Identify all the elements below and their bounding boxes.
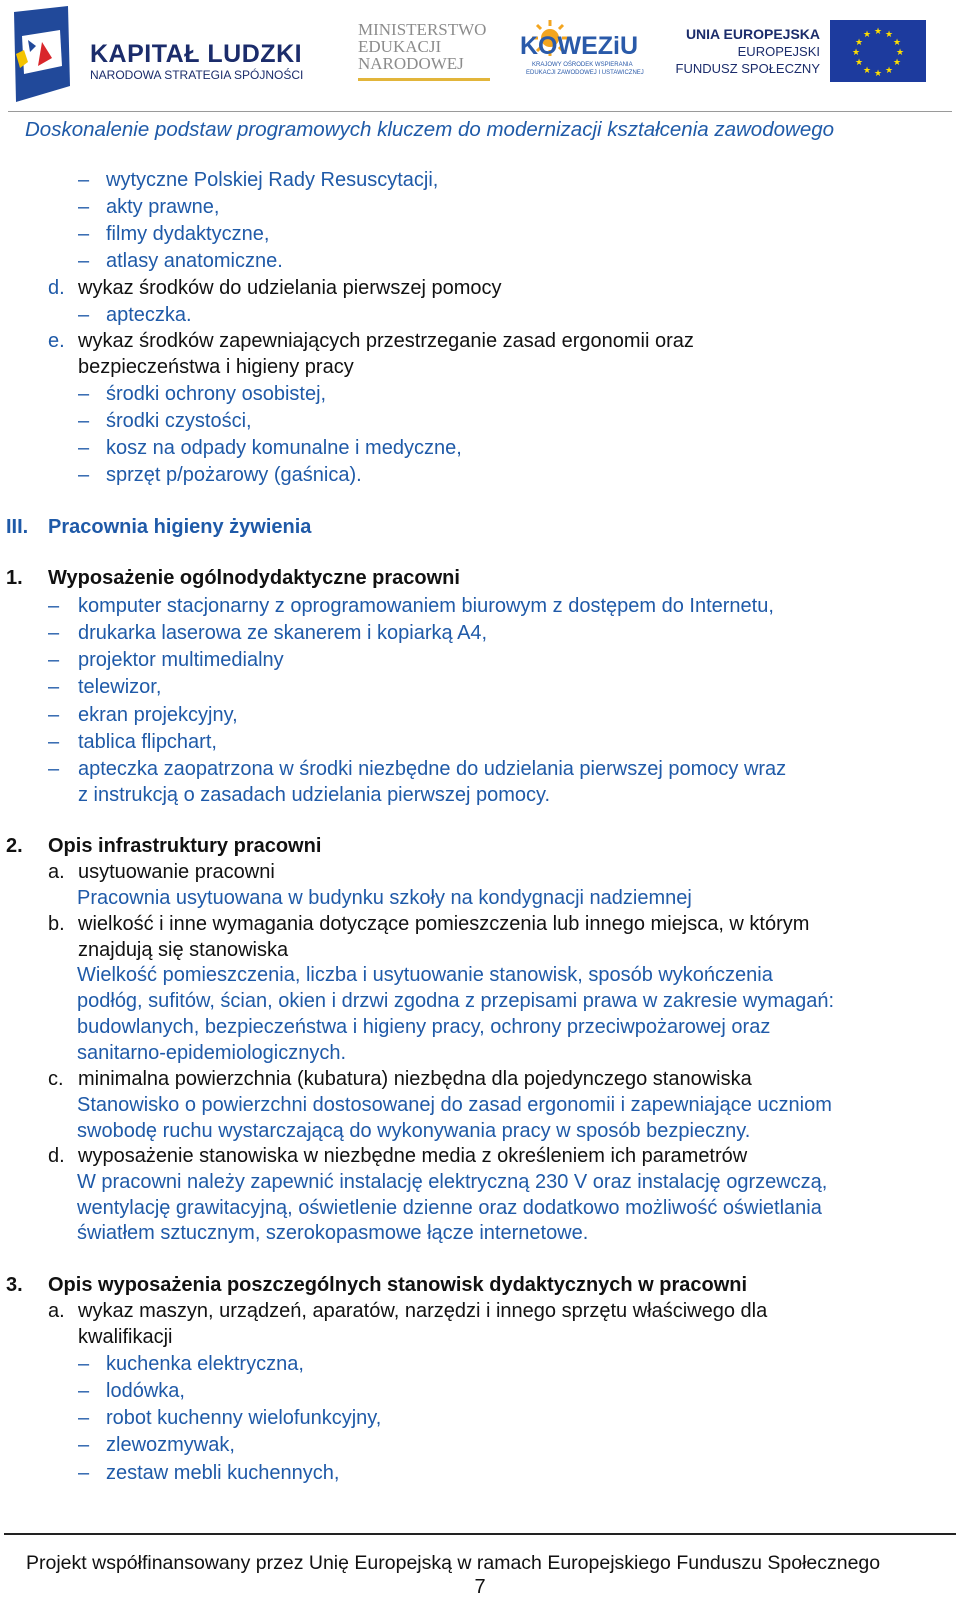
s2-b-text-1: wielkość i inne wymagania dotyczące pomieszczenia lub innego miejsca, w którym	[78, 913, 810, 935]
s1-title: Wyposażenie ogólnodydaktyczne pracowni	[48, 567, 460, 589]
dash-bullet: –	[48, 731, 60, 753]
list-item: środki czystości,	[106, 410, 252, 432]
list-item: zlewozmywak,	[106, 1434, 235, 1456]
svg-text:★: ★	[892, 58, 902, 68]
ministry-logo-line-2: EDUKACJI	[358, 37, 442, 56]
svg-text:★: ★	[892, 38, 902, 48]
item-e-text-2: bezpieczeństwa i higieny pracy	[78, 356, 354, 378]
s2-b-answer-line: budowlanych, bezpieczeństwa i higieny pracy, ochrony przeciwpożarowej oraz	[77, 1016, 771, 1038]
s3-marker: 3.	[6, 1274, 23, 1296]
section-iii-marker: III.	[6, 516, 29, 538]
s2-d-answer-line: światłem sztucznym, szerokopasmowe łącze internetowe.	[77, 1222, 589, 1244]
page-number: 7	[474, 1576, 486, 1597]
item-d-marker: d.	[48, 277, 65, 299]
s2-b-answer-line: Wielkość pomieszczenia, liczba i usytuowanie stanowisk, sposób wykończenia	[77, 964, 773, 986]
list-item-continuation: z instrukcją o zasadach udzielania pierwszej pomocy.	[78, 784, 551, 806]
dash-bullet: –	[78, 304, 90, 326]
dash-bullet: –	[48, 595, 60, 617]
eu-logo-line-2: EUROPEJSKI	[737, 44, 820, 59]
eu-flag-icon	[830, 20, 926, 82]
list-item: tablica flipchart,	[78, 731, 217, 753]
s2-a-answer: Pracownia usytuowana w budynku szkoły na kondygnacji nadziemnej	[77, 887, 692, 909]
document-subtitle: Doskonalenie podstaw programowych kluczem do modernizacji kształcenia zawodowego	[25, 118, 835, 141]
dash-bullet: –	[78, 383, 90, 405]
list-item: atlasy anatomiczne.	[106, 250, 283, 272]
koweziu-logo	[520, 18, 645, 84]
kapital-ludzki-subtitle: NARODOWA STRATEGIA SPÓJNOŚCI	[90, 68, 304, 82]
list-item: akty prawne,	[106, 196, 220, 218]
s3-a-text-1: wykaz maszyn, urządzeń, aparatów, narzędzi i innego sprzętu właściwego dla	[78, 1300, 768, 1322]
list-item: zestaw mebli kuchennych,	[106, 1462, 340, 1484]
dash-bullet: –	[48, 676, 60, 698]
dash-bullet: –	[48, 649, 60, 671]
list-item: ekran projekcyjny,	[78, 704, 238, 726]
ministry-logo-line-3: NARODOWEJ	[358, 54, 464, 73]
svg-text:★: ★	[884, 30, 894, 40]
s2-b-marker: b.	[48, 913, 65, 935]
s2-d-answer-line: wentylację grawitacyjną, oświetlenie dzienne oraz dodatkowo możliwość oświetlania	[77, 1197, 822, 1219]
s2-title: Opis infrastruktury pracowni	[48, 835, 322, 857]
s2-d-text: wyposażenie stanowiska w niezbędne media z określeniem ich parametrów	[78, 1145, 748, 1167]
header-divider	[8, 111, 952, 112]
kapital-ludzki-title: KAPITAŁ LUDZKI	[90, 40, 303, 68]
svg-text:★: ★	[854, 58, 864, 68]
dash-bullet: –	[78, 410, 90, 432]
dash-bullet: –	[78, 1353, 90, 1375]
s2-c-answer-line: swobodę ruchu wystarczającą do wykonywania pracy w sposób bezpieczny.	[77, 1120, 751, 1142]
s2-a-marker: a.	[48, 861, 65, 883]
svg-text:★: ★	[873, 27, 883, 37]
section-iii-title: Pracownia higieny żywienia	[48, 516, 312, 538]
svg-text:★: ★	[862, 30, 872, 40]
kapital-ludzki-logo	[8, 6, 308, 102]
s2-b-text-2: znajdują się stanowiska	[78, 939, 289, 961]
ministry-logo-rule	[358, 78, 490, 81]
svg-text:★: ★	[862, 66, 872, 76]
koweziu-title: KOWEZiU	[520, 32, 639, 60]
eu-logo-line-1: UNIA EUROPEJSKA	[685, 26, 820, 42]
list-item: telewizor,	[78, 676, 162, 698]
s1-marker: 1.	[6, 567, 23, 589]
dash-bullet: –	[78, 1462, 90, 1484]
kapital-ludzki-emblem-icon	[8, 6, 88, 102]
s2-b-answer-line: sanitarno-epidemiologicznych.	[77, 1042, 347, 1064]
list-item: robot kuchenny wielofunkcyjny,	[106, 1407, 382, 1429]
footer-divider	[4, 1533, 956, 1535]
item-e-text-1: wykaz środków zapewniających przestrzeganie zasad ergonomii oraz	[78, 330, 694, 352]
footer-text: Projekt współfinansowany przez Unię Europejską w ramach Europejskiego Funduszu Społecznego	[26, 1552, 881, 1574]
list-item: filmy dydaktyczne,	[106, 223, 270, 245]
dash-bullet: –	[48, 704, 60, 726]
s2-c-answer-line: Stanowisko o powierzchni dostosowanej do zasad ergonomii i zapewniające uczniom	[77, 1094, 832, 1116]
s2-d-answer-line: W pracowni należy zapewnić instalację elektryczną 230 V oraz instalację ogrzewczą,	[77, 1171, 828, 1193]
s3-a-text-2: kwalifikacji	[78, 1326, 173, 1348]
eu-logo-line-3: FUNDUSZ SPOŁECZNY	[675, 61, 820, 76]
eu-logo	[675, 20, 950, 84]
s3-title: Opis wyposażenia poszczególnych stanowisk dydaktycznych w pracowni	[48, 1274, 748, 1296]
list-item: wytyczne Polskiej Rady Resuscytacji,	[106, 169, 439, 191]
svg-text:★: ★	[854, 38, 864, 48]
koweziu-subtitle-2: EDUKACJI ZAWODOWEJ I USTAWICZNEJ	[526, 70, 644, 76]
list-item: sprzęt p/pożarowy (gaśnica).	[106, 464, 362, 486]
dash-bullet: –	[48, 622, 60, 644]
list-item: lodówka,	[106, 1380, 185, 1402]
dash-bullet: –	[78, 1407, 90, 1429]
koweziu-subtitle-1: KRAJOWY OŚRODEK WSPIERANIA	[532, 62, 633, 68]
s2-c-text: minimalna powierzchnia (kubatura) niezbędna dla pojedynczego stanowiska	[78, 1068, 752, 1090]
svg-text:★: ★	[895, 48, 905, 58]
dash-bullet: –	[78, 250, 90, 272]
s2-d-marker: d.	[48, 1145, 65, 1167]
list-item: kuchenka elektryczna,	[106, 1353, 304, 1375]
dash-bullet: –	[78, 196, 90, 218]
dash-bullet: –	[78, 437, 90, 459]
s3-a-marker: a.	[48, 1300, 65, 1322]
dash-bullet: –	[78, 1380, 90, 1402]
list-item: projektor multimedialny	[78, 649, 284, 671]
item-e-marker: e.	[48, 330, 65, 352]
svg-text:★: ★	[884, 66, 894, 76]
dash-bullet: –	[78, 223, 90, 245]
s2-c-marker: c.	[48, 1068, 64, 1090]
list-item: kosz na odpady komunalne i medyczne,	[106, 437, 462, 459]
dash-bullet: –	[78, 464, 90, 486]
list-item: apteczka.	[106, 304, 192, 326]
list-item: apteczka zaopatrzona w środki niezbędne do udzielania pierwszej pomocy wraz	[78, 758, 787, 780]
dash-bullet: –	[78, 1434, 90, 1456]
dash-bullet: –	[78, 169, 90, 191]
list-item: drukarka laserowa ze skanerem i kopiarką A4,	[78, 622, 488, 644]
list-item: komputer stacjonarny z oprogramowaniem biurowym z dostępem do Internetu,	[78, 595, 774, 617]
dash-bullet: –	[48, 758, 60, 780]
ministry-logo	[358, 20, 498, 84]
list-item: środki ochrony osobistej,	[106, 383, 327, 405]
svg-text:★: ★	[873, 69, 883, 79]
s2-a-text: usytuowanie pracowni	[78, 861, 275, 883]
s2-b-answer-line: podłóg, sufitów, ścian, okien i drzwi zgodna z przepisami prawa w zakresie wymagań:	[77, 990, 835, 1012]
s2-marker: 2.	[6, 835, 23, 857]
item-d-text: wykaz środków do udzielania pierwszej pomocy	[78, 277, 502, 299]
svg-text:★: ★	[851, 48, 861, 58]
ministry-logo-line-1: MINISTERSTWO	[358, 20, 487, 39]
